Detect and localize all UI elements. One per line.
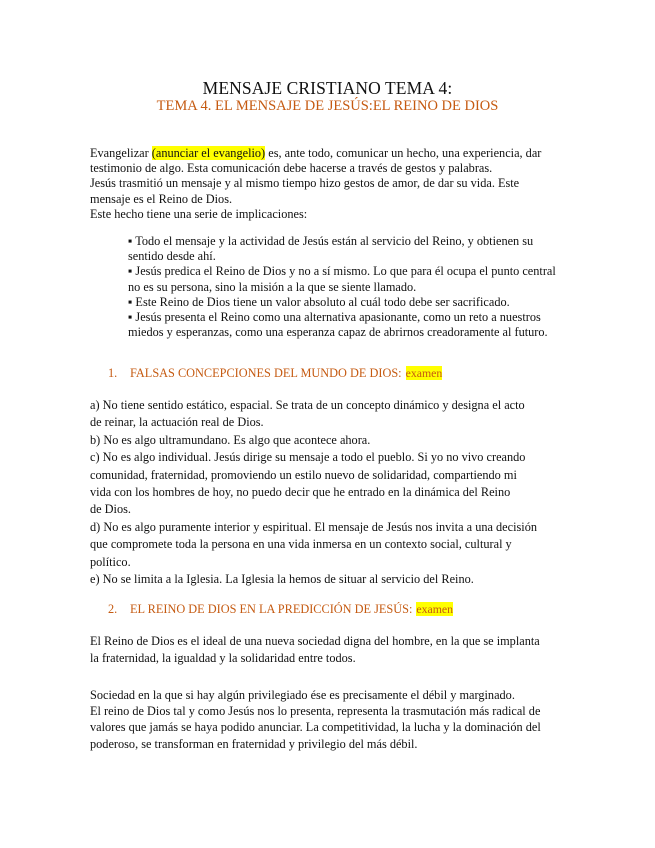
text-line: valores que jamás se haya podido anunciar. La competitividad, la lucha y la dominación del xyxy=(90,720,541,735)
text-line: c) No es algo individual. Jesús dirige su mensaje a todo el pueblo. Si yo no vivo creando xyxy=(90,450,526,465)
section2-paragraph-1 xyxy=(90,633,570,668)
bullet-item: ▪ Este Reino de Dios tiene un valor absoluto al cuál todo debe ser sacrificado. xyxy=(128,294,510,309)
text-line: político. xyxy=(90,554,131,569)
text-line: El reino de Dios tal y como Jesús nos lo presenta, representa la trasmutación más radical de xyxy=(90,704,541,719)
text-line: e) No se limita a la Iglesia. La Iglesia la hemos de situar al servicio del Reino. xyxy=(90,571,474,586)
text-line: Sociedad en la que si hay algún privilegiado ése es precisamente el débil y marginado. xyxy=(90,688,515,702)
section-number: 1. xyxy=(108,366,118,380)
text-line: la fraternidad, la igualdad y la solidaridad entre todos. xyxy=(90,651,356,666)
intro-paragraph xyxy=(90,146,568,222)
intro-line xyxy=(90,146,568,161)
section-heading-text: FALSAS CONCEPCIONES DEL MUNDO DE DIOS: xyxy=(130,366,402,380)
text-line: d) No es algo puramente interior y espiritual. El mensaje de Jesús nos invita a una decisión xyxy=(90,519,538,534)
bullet-item: ▪ Todo el mensaje y la actividad de Jesús están al servicio del Reino, y obtienen su sentido desde ahí. xyxy=(128,234,534,264)
exam-tag: examen xyxy=(405,366,443,380)
text-line: El Reino de Dios es el ideal de una nueva sociedad digna del hombre, en la que se implanta xyxy=(90,634,540,648)
section-number: 2. xyxy=(108,602,118,616)
text-line: a) No tiene sentido estático, espacial. Se trata de un concepto dinámico y designa el acto xyxy=(90,398,525,412)
page-subtitle: TEMA 4. EL MENSAJE DE JESÚS:EL REINO DE DIOS xyxy=(156,98,499,114)
bullet-list xyxy=(128,234,563,340)
page-title: MENSAJE CRISTIANO TEMA 4: xyxy=(202,78,453,98)
text-line: vida con los hombres de hoy, no puedo decir que he entrado en la dinámica del Reino xyxy=(90,484,511,499)
section-heading-2 xyxy=(108,602,453,617)
text-line: que compromete toda la persona en una vida inmersa en un contexto social, cultural y xyxy=(90,537,512,552)
text-line: poderoso, se transforman en fraternidad y privilegio del más débil. xyxy=(90,736,418,751)
section-heading-text: EL REINO DE DIOS EN LA PREDICCIÓN DE JESÚS: xyxy=(130,602,413,616)
section1-body xyxy=(90,397,570,588)
intro-line: mensaje es el Reino de Dios. xyxy=(90,191,233,206)
intro-text: Evangelizar xyxy=(90,146,152,160)
text-line: comunidad, fraternidad, promoviendo un estilo nuevo de solidaridad, compartiendo mi xyxy=(90,467,517,482)
intro-line: testimonio de algo. Esta comunicación debe hacerse a través de gestos y palabras. xyxy=(90,161,493,176)
highlighted-text: (anunciar el evangelio) xyxy=(151,146,266,160)
text-line: b) No es algo ultramundano. Es algo que acontece ahora. xyxy=(90,432,371,447)
intro-line: Jesús trasmitió un mensaje y al mismo tiempo hizo gestos de amor, de dar su vida. Este xyxy=(90,176,520,191)
exam-tag: examen xyxy=(416,602,454,616)
section-heading-1 xyxy=(108,366,442,381)
intro-text: es, ante todo, comunicar un hecho, una experiencia, dar xyxy=(265,146,542,160)
section2-paragraph-2 xyxy=(90,687,570,752)
intro-line: Este hecho tiene una serie de implicaciones: xyxy=(90,206,308,221)
text-line: de Dios. xyxy=(90,502,131,517)
text-line: de reinar, la actuación real de Dios. xyxy=(90,415,264,430)
bullet-item: ▪ Jesús presenta el Reino como una alternativa apasionante, como un reto a nuestros miedos y esperanzas, como una esperanza capaz de abrirnos creadoramente al futuro. xyxy=(128,310,548,340)
bullet-item: ▪ Jesús predica el Reino de Dios y no a sí mismo. Lo que para él ocupa el punto central no es su persona, sino la misión a la que se siente llamado. xyxy=(128,264,556,294)
